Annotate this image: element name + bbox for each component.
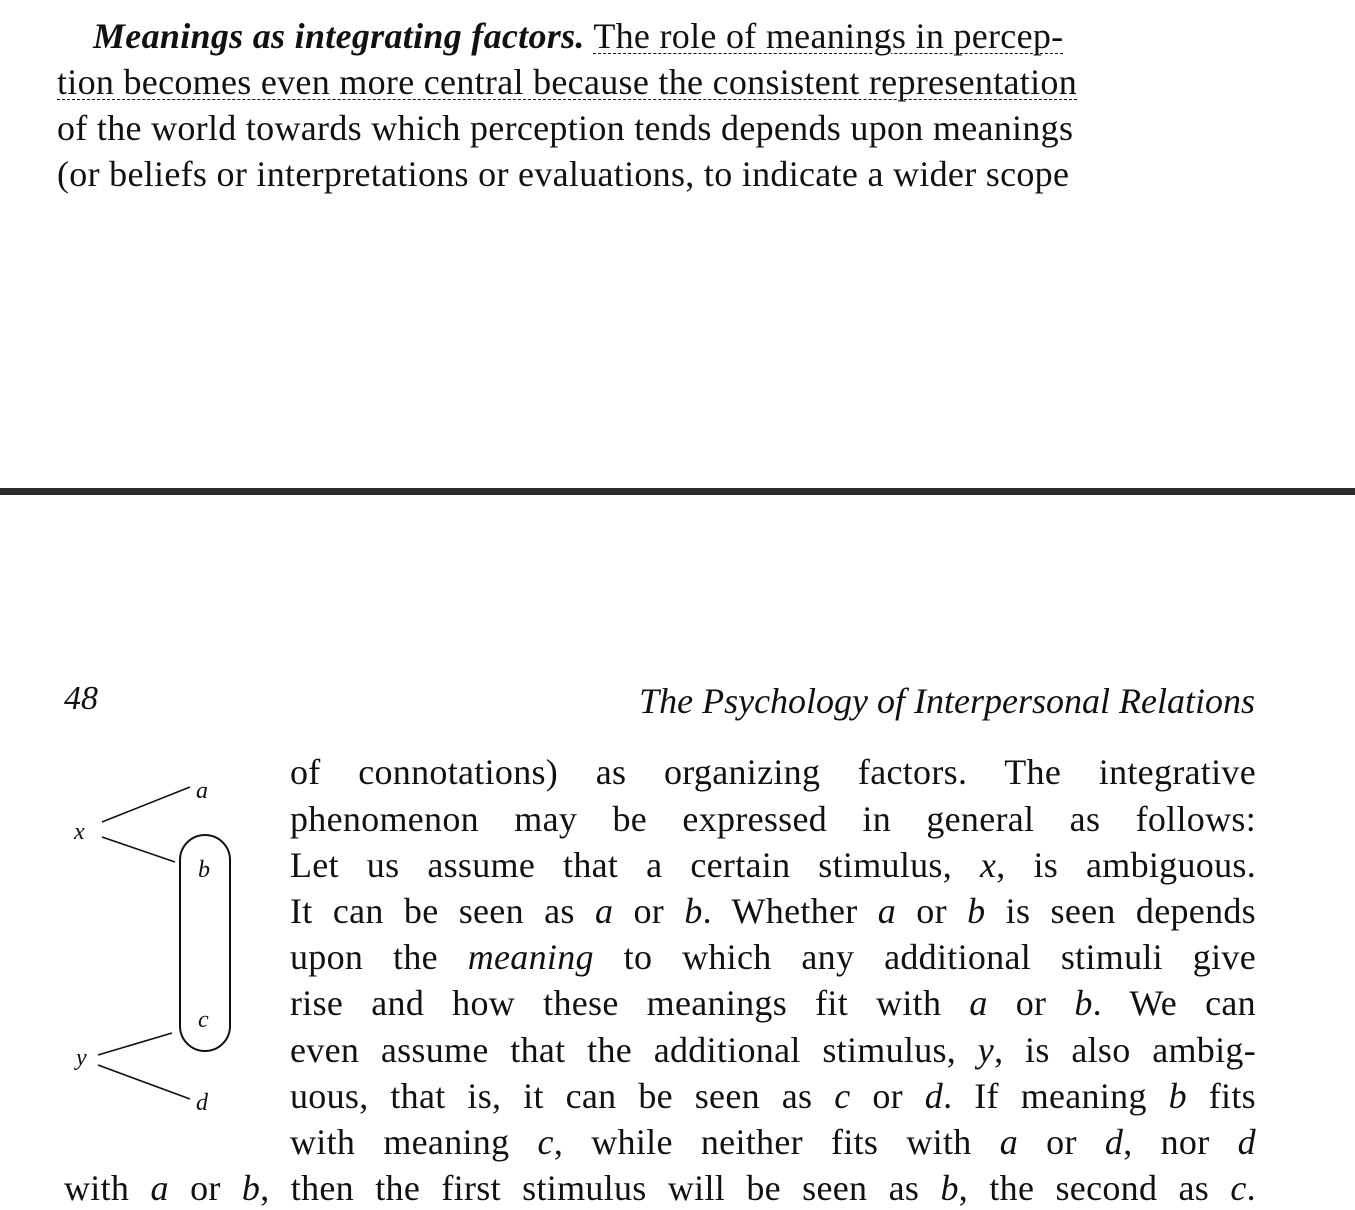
running-title: The Psychology of Interpersonal Relations [639,681,1255,721]
y-to-d-line [98,1065,190,1099]
x-to-b-line [102,837,175,862]
body-line-2: phenomenon may be expressed in general as follows: [290,799,1256,839]
top-line-2: tion becomes even more central because the consistent representation [57,62,1077,102]
top-line-1-rest: The role of meanings in percep- [593,16,1064,56]
top-line-3: of the world towards which perception tends depends upon meanings [57,108,1074,148]
diagram-label-y: y [76,1045,87,1071]
diagram-label-x: x [74,819,85,845]
body-line-9: with meaning c, while neither fits with a or d, nor d [290,1122,1256,1162]
body-line-3: Let us assume that a certain stimulus, x, is ambiguous. [290,845,1256,885]
body-line-4: It can be seen as a or b. Whether a or b is seen depends [290,891,1256,931]
diagram-label-b: b [198,857,210,883]
body-line-1: of connotations) as organizing factors. The integrative [290,752,1256,792]
body-line-5: upon the meaning to which any additional stimuli give [290,937,1256,977]
page-divider [0,488,1355,495]
x-to-a-line [102,787,190,822]
body-line-7: even assume that the additional stimulus, y, is also ambig- [290,1030,1256,1070]
ambiguity-diagram [60,765,260,1125]
diagram-label-d: d [196,1090,208,1116]
diagram-label-a: a [196,778,208,804]
section-lead-in: Meanings as integrating factors. [93,16,585,56]
body-line-10: with a or b, then the first stimulus will be seen as b, the second as c. [64,1168,1256,1208]
body-line-8: uous, that is, it can be seen as c or d. If meaning b fits [290,1076,1256,1116]
diagram-label-c: c [198,1007,209,1033]
body-line-6: rise and how these meanings fit with a or b. We can [290,983,1256,1023]
top-line-4: (or beliefs or interpretations or evaluations, to indicate a wider scope [57,154,1070,194]
y-to-c-line [98,1033,172,1055]
page-number: 48 [64,680,98,717]
top-line-1 [93,14,1063,58]
